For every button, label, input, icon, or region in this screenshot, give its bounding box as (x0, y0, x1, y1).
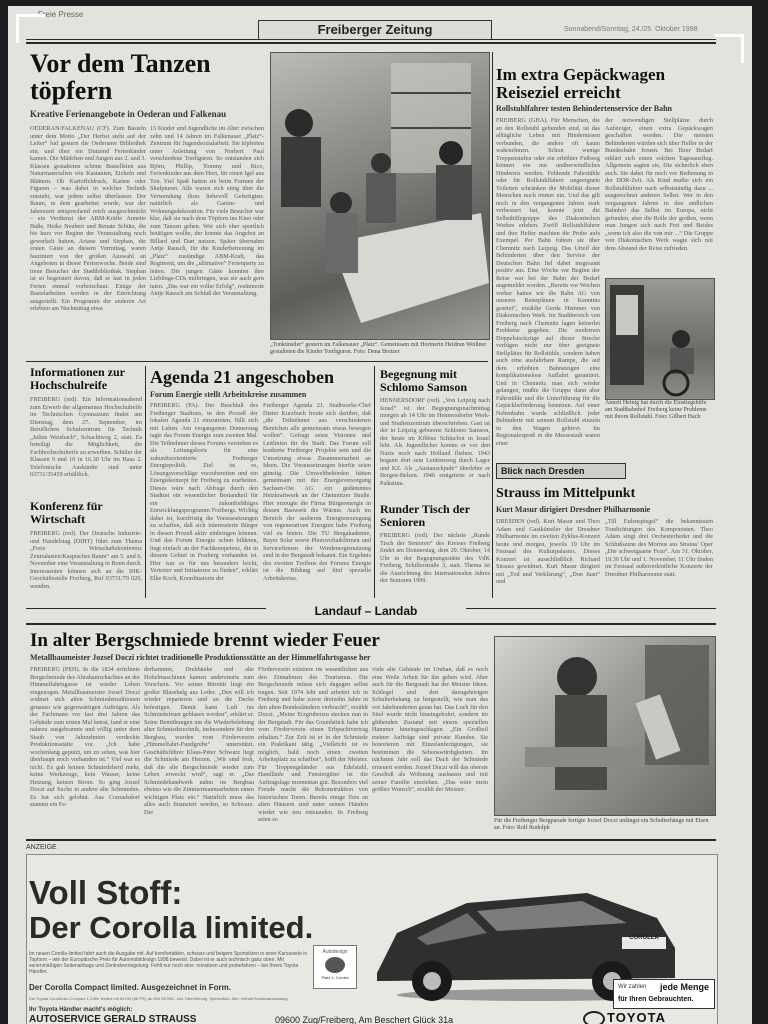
blacksmith-photo-illustration (495, 637, 715, 815)
masthead-left: Freie Presse (38, 10, 84, 19)
masthead-title: Freiberger Zeitung (258, 20, 492, 40)
toyota-brand: TOYOTA (607, 1010, 666, 1024)
article-vor-dem-tanzen-col2: 15 Kinder und Jugendliche im Alter zwischen zehn und 14 Jahren im Falkenauer „Platz“-Zentrum für Jugendsozialarbeit. Sie töpferten unter Anleitung von Norbert Paul verschiedene Tonfiguren. So entstanden sich Björn, Phillip, Tommy und Rico, Ferienkinder aus dem Hort, für einen Igel aus Ton. Viel Spaß hatten sie beim Formen der Skulpturen. Alle waren sich einig über die Verwendung ihres liebevoll Gefertigten: natürlich als Garten- und Wohnungsdekoration. Für viele Besucher war klar, daß sie nach dem Töpfern ins Kino oder zum Tanzen gehen. Wer sich eher sportlich betätigen wollte, der konnte das Angebot an Billard und Dart nutzen. Später übernahm Antje Rausch, für die Kinderbetreuung im „Platz“ zuständige ABM-Kraft, das Regiment, um die „ultimative“ Ferienparty zu leiten. Die jungen Gäste konnten ihre Lieblings-CDs mitbringen, was sie auch gern taten. „Das war ein voller Erfolg“, resümierte Antje Rausch am Schluß der Veranstaltung. (150, 125, 264, 297)
article-samson-text: HENNERSDORF (red). „Von Leipzig nach Israel“ ist der Begegnungsnachmittag morgen ab 14 Uhr im Hennersdorfer Werk- und Studienzentrum überschrieben. Gast ist der in Leipzig geborene Schlomo Samson, der heute im Kibbuz Schluchot in Israel lebt. Als Jugendlicher konnte er vor den Nazis noch nach Holland fliehen. 1943 begann dort sein Leidensweg durch Lager und KZ. Als „Austauschjude“ überlebte er Bergen-Belsen. 1946 emigrierte er nach Palästina. (380, 397, 490, 487)
article-strauss-subhead: Kurt Masur dirigiert Dresdner Philharmonie (496, 505, 651, 514)
ad-label: ANZEIGE (26, 844, 57, 851)
wheelchair-train-photo-illustration (606, 279, 714, 399)
award-badge-top-text: Autodesign (322, 949, 348, 955)
article-bergschmiede-col4: viele alte Gebäude im Umbau, daß es noch eine Weile Arbeit für ihn geben wird. Aber auch für die Bergstadt hat der Meister Ideen. Schlegel und den dazugehörigen Schulterbehang zu bergestellt, wie man das vor Jahrhunderten getan hat. Das Loch für den Stiel wurde nicht hineingebohrt, sondern im glühenden Zustand mit einem speziellen Hammer hineingeschlagen. „Ein Großteil meiner Aufträge sind private Kunden. Sie honorieren mit Einzelanfertigungen, sie bestimmen die Sehenswürdigkeiten. Im nächsten Jahr soll das Dach der Schmiede erneuert werden. Jozsef Doczi will das oberste Geschoß als Wohnung ausbauen und mit seiner Familie einziehen. „Das wäre mein größter Wunsch“, erzählt der Meister. (372, 666, 488, 793)
article-samson-headline: Begegnung mit Schlomo Samson (380, 367, 468, 394)
article-strauss-col2: „Till Eulenspiegel“ die bekanntesten Tondichtungen des Komponisten. Theo Adam singt drei Orchesterlieder und die Schlußszene des Mornus aus Strauss' Oper „Die schweigsame Frau“. Am 31. Oktober, 19.30 Uhr und 1. November, 11 Uhr finden im Festsaal außerordentliche Konzerte der Dresdner Philharmonie statt. (605, 518, 713, 578)
article-bergschmiede-headline: In alter Bergschmiede brennt wieder Feuer (30, 630, 380, 651)
article-agenda21-col1: FREIBERG (PA). Der Beschluß des Freiberger Stadtrats, in den Prozeß der lokalen Agenda 21 einzutreten, füllt sich mit Leben. Am vergangenen Donnerstag tagte das Forum Energie zum zweiten Mal. Die Teilnehmer dieses Forums verstehen es als Leitungskreis für eine zukunftsorientierte Freiberger Energiepolitik. Ziel ist es, Lösungsvorschläge vorzubereiten und ein Energiekonzept für Freiberg zu erarbeiten. Dieses wäre nach Abfrage durch den Stadtrat ein wesentlicher Bestandteil für ein zukunftsfähiges Entwicklungsprogramm Freibergs. Wichtig dabei ist, kurzfristig die Voraussetzungen zu schaffen, daß sich interessierte Bürger in diesen Prozeß aktiv einbringen können. Und das Forum Energie schon bildeten, liegt einfach an der Fachkompetenz, die in diesem Gebiet in Freiberg vorhanden ist. Hier war es für uns besonders leicht, Vertreter und Initiatoren zu finden“, erklärt Elke Koch, Koordinatorin der (150, 402, 258, 582)
article-vor-dem-tanzen-subhead: Kreative Ferienangebote in Oederan und Falkenau (30, 109, 227, 119)
article-agenda21-headline: Agenda 21 angeschoben (150, 367, 335, 387)
article-gepaeckwagen-col1: FREIBERG (GHA). Für Menschen, die an den Rollstuhl gebunden sind, ist das alltägliche Leben mit Hindernissen verbunden, die andere oft kaum wahrnehmen. Schon wenige Treppenstufen oder ein erhöhter Fußweg können ein nur unüberwindliches Hindernis werden. Fehlende Fahrstühle oder für Rollstuhlfahrer ungeeignete Toiletten schränken die Mobilität dieser Menschen noch immer ein. Und das gilt noch in den vergangenen Jahren stark verbessert hat, konnte jetzt die Selbsthilfegruppe des Diakonischen Werkes erleben. Zwölf Rollstuhlfahrer und ihre Helfer machten die Probe aufs Exempel. Per Bahn fuhren sie über Chemnitz nach Leipzig. Das Urteil der Behinderten über den Service der Deutschen Bahn fiel dabei insgesamt positiv aus. Eine Woche vor Beginn der Reise war bei der Bahn der Bedarf angemeldet worden. „Bereits vor Wochen vorher hatten wir die Bahn AG von unseren Reiseplänen in Kenntnis gesetzt“, erzählte Gerda Hemmer von Diakonischen Werk. Im Stadtbereich von Freiberg nach Chemnitz lagen keinerlei Probleme gegeben. Die modernen Doppelstockzüge auf dieser Strecke verfügen nicht nur über geeignete Stellplätze für Rollstühle, sondern haben auch eine ausfahrbare Rampe, die auf dem erhöhten Bahnsteigen eine komplikationslose Auffahrt garantiert. Und in Chemnitz man sich wieder gelangen, mußte die Gruppe dann aber Fahrstühle und die Unterführung für die Gepäckbeförderung benutzen. Auf einer Nebenbahn wurde schließlich jeder Behinderte mit seinem Rollstuhl einzeln in den Wagen gehievt. Im Regionalexpreß in die Messestadt waren einer (496, 117, 600, 447)
brief-konferenz-headline: Konferenz für Wirtschaft (30, 499, 103, 526)
newspaper-page (8, 6, 752, 1024)
dealer-address: 09600 Zug/Freiberg, Am Beschert Glück 31a (275, 1015, 454, 1024)
article-runder-tisch-text: FREIBERG (red). Der nächste „Runde Tisch der Senioren“ des Kreises Freiberg findet am Donnerstag, dem 29. Oktober, 14 Uhr in der Begegnungsstätte des VdK Freiberg, Schillerstraße 3, statt. Thema ist die Ausrichtung des Internationalen Jahres der Senioren 1999. (380, 532, 490, 584)
used-car-line2: jede Menge (660, 982, 710, 992)
article-agenda21-subhead: Forum Energie stellt Arbeitskreise zusammen (150, 390, 307, 399)
photo-wheelchair-train (605, 278, 715, 400)
article-gepaeckwagen-col2: der notwendigen Stellplätze durch Aufsteiger, einen extra Gepäckwagen geschaffen worden. Die meisten Behinderten würden sich über Helfer in der Bundesbahn freuen. Bei Ihrer Bedarf erklärt sich einen solchen Tagesausflug. Allgemein sagten sie, Die sicherlich eben auch. Sie dabei für noch vor Bedienung in der DDR-Zeit. Als Kind mußte sich ein Rollstuhlfahrer nach selbstständig dazu ... ausgerechnet anderen Selbst. Wer in den vergangenen Jahren in den endlichen Bahnhof das Selbst im Europa, nicht gefunden, aber die Rolle der großen, wenn man Jungen sich nach Frei und Beides „wenn ich also die von mir ...“ Die Gruppe von Diakonischen Werk wagte sich mit dem Abstand der Reise zufrieden. (605, 117, 713, 252)
ad-body-text: Im neuen Corolla limited fahrt auch die Ausgabe mit. Auf komfortablen, schwarz und beigem Sportsitzen in einer Karosserie in Topform – wie der Europäische Preis für Automobildesign 1998 beweist. Dabei ist er auch technisch ganz oben. Mit serienmäßigen Seitenairbags und Zentralverriegelung. Fehlt nur noch eins: reinsitzen und probefahren – bei Ihrem Toyota Händler. (29, 951, 308, 975)
article-strauss-headline: Strauss im Mittelpunkt (496, 486, 636, 501)
frame-corner-top-right (715, 34, 744, 63)
photo-children-pottery-caption: „Tonkünstler“ gestern im Falkenauer „Platz“. Gemeinsam mit Hortnerin Heidrun Weißner gestalteten die Kinder Tonfiguren. Foto: Dena Bretzer (270, 342, 487, 355)
article-bergschmiede-subhead: Metallbaumeister Jozsef Doczi richtet traditionelle Produktionsstätte an der Himmelfahrtsgasse her (30, 653, 371, 662)
dealer-intro: Ihr Toyota Händler macht's möglich: (29, 1007, 133, 1013)
ad-headline-line1: Voll Stoff: (29, 874, 183, 911)
brief-hochschulreife-headline: Informationen zur Hochschulreife (30, 365, 125, 392)
frame-corner-top-left (16, 14, 45, 43)
children-pottery-photo-illustration (271, 53, 489, 339)
laurel-icon (325, 957, 345, 973)
photo-children-pottery (270, 52, 490, 340)
photo-blacksmith-caption: Für die Freiberger Bergparade fertigte Jozsef Doczi unlängst ein Schulterhänge mit Eisen an. Foto: Rolf Rudolph (494, 818, 709, 831)
article-gepaeckwagen-headline: Im extra Gepäckwagen Reiseziel erreicht (496, 65, 666, 102)
article-bergschmiede-col3: Förderverein existiere im wesentlichen aus den Einnahmen des Tourismus. Die Bergschmiede müsse sich dagegen selbst tragen. Seit 1974 lebt und arbeitet ich in Freiberg und habe zuvor dreizehn Jahre in den alten Bundesländern verbracht“, erzählt Doczi. „Meine Erzgrubenzu stecken nun in der Bergstadt. Für das Grundstück habe ich vom Förderverein einen Erbpachtvertrag erhalten.“ Zur Zeit ist er in der Schmiede ein Praktikant tätig. „Vielleicht ist es möglich, bald noch einen zweiten Arbeitsplatz zu schaffen“, hofft der Meister. Für Treppengeländer aus Edelstahl, Handläufe und Fenstergitter ist die Auftragslage momentan gut. Besonders viel Freude macht die Rekonstruktion von historischen Toren. Bereits einige Tore an alten Häusern sind unter seinen Händen wieder wie neu entstanden. In Freiberg seien so (258, 666, 368, 823)
toyota-logo-icon (583, 1011, 605, 1024)
article-vor-dem-tanzen-headline: Vor dem Tanzen töpfern (30, 49, 211, 106)
article-vor-dem-tanzen-col1: OEDERAN/FALKENAU (CF). Zum Basteln unter dem Motto „Der Herbst steht auf der Leiter“ lud gestern die Oederaner Bibliothek ein, und über ein Dutzend Ferienkinder kamen. Die Mädchen und Jungen aus 2. und 3. Klassen gestalteten schöne Bastelleien aus Naturmaterialien wie Kastanien, Eicheln und Blättern. Ob Kartoffeldruck, Karten oder Figuren – was dabei in welcher Technik entsteht, war jedem selbst überlassen. Der Raum, in dem gearbeitet wurde, war der Jahreszeit entsprechend reich ausgeschmückt – ein Verdienst der ABM-Kräfte Annette Buße, Heike Neubert und Renate Schütz, die bis kurz vor Beginn der Veranstaltung noch gewerkelt hatten. Ariane und Stephan, die ersten Gäste an diesem Vormittag, waren fasziniert von der großen Auswahl an Angeboten in dieser Ferienwoche. Beide sind treue Besucher der Stadtbibliothek. Stephan ist so begeistert davon, daß er fast in jeden Ferien einmal vorbeischaut. Einige der Bastelarbeiten werden in der Einrichtung ausgestellt. Ein Programm der anderen Art erlebten am Nachmittag etwa (30, 125, 146, 312)
used-car-line3: für Ihren Gebrauchten. (618, 996, 694, 1003)
car-license-plate: COROLLA (629, 935, 659, 941)
photo-wheelchair-caption: Annett Heinig hat durch die Einstiegshilfe am Stadtbahnhof Freiberg keine Probleme mit ihrem Rollstuhl. Foto: Gilbert Hach (605, 400, 707, 420)
used-car-box (613, 979, 715, 1009)
article-agenda21-col2: Freiberger Agenda 21. Stadtwerke-Chef Dieter Kurzbuch freute sich darüber, daß „die Teilnehmer aus verschiedenen Bereichen alle gemeinsam etwas bewegen wollen“. Gefragt seien Visionen und Leitlinien für die Stadt. Das Forum soll konkrete Freiberger Projekte sein und die Umsetzung etwas Zusammenarbeit an Ideen. Die Voraussetzungen hierfür seien günstig. Die Umweltbehörden hätten gemeinsam mit der Energieversorgung Sachsen-Ost AG ein gedämmtes Heizkraftwerk an der Chemnitzer Straße. Hier erzeugte die Firma Bürgerenergie in dessen Bauwerk die Wärme. Auch im Bereich der sauberen Energieerzeugung von regenerativen Energien habe Freiberg viel zu bieten. Die TU Bergakademie, Bayer Solar sowie Photovoltaikfirmen und Servicefirmen der Windenergienutzung sind in der Bergstadt bekannt. Ein Ergebnis des zweiten Treffens des Forums Energie ist die Bildung auf fünf spezielle Arbeitskreise. (263, 402, 371, 582)
photo-blacksmith (494, 636, 716, 816)
ad-tagline: Der Corolla Compact limited. Ausgezeichnet in Form. (29, 983, 231, 992)
design-award-badge (313, 945, 357, 989)
ad-corolla (26, 854, 718, 1024)
ad-headline-line2: Der Corolla limited. (29, 910, 314, 945)
section-landauf-landab: Landauf – Landab (266, 602, 466, 620)
article-runder-tisch-headline: Runder Tisch der Senioren (380, 502, 470, 529)
article-gepaeckwagen-subhead: Rollstuhlfahrer testen Behindertenservice der Bahn (496, 104, 672, 113)
ad-fineprint: Der Toyota Corolla als Compact 1,3 liter limited mit 63 kW (86 PS), ab DM 28.990,- inkl. Überführung. Symbolfoto, Abb. enthält Sonderausstattung. (29, 996, 289, 1001)
used-car-line1: Wir zahlen (618, 984, 647, 990)
section-blick-nach-dresden: Blick nach Dresden (496, 463, 626, 479)
masthead-date: Sonnabend/Sonntag, 24./25. Oktober 1998 (564, 26, 698, 33)
article-bergschmiede-col1: FREIBERG (PEH). In die 1834 errichtete Bergschmiede des Abrahamschachtes an der Himmelfahrtsgasse ist wieder Leben eingezogen. Metallbaumeister Jozsef Doczi widmet sich alten Schmiedetraditionen genauso wie gegenwärtigen Aufträgen. Als der Fachmann vor fast drei Jahren das Gebäude zum ersten Mal betrat, fand er eine nahezu ausgebrannte und völlig unter dem Staub von Jahrzehnten verdeckte Produktionsstätte vor. „Ich habe wochenlang geputzt, um zu sehen, was hier überhaupt noch vorhanden ist.“ Viel war es nicht. Es gab keinen Schmiedeherd mehr, keine Werkzeuge, kein Wasser, keine Heizung, keinen Strom. So ging Jozsef Doczi auf Suche in andere alte Schmieden. Es hat sich gelohnt. Aus Conradsdorf stammt ein Fe- (30, 666, 140, 808)
brief-hochschulreife-text: FREIBERG (red). Ein Informationsabend zum Erwerb der allgemeinen Hochschulreife im Technischen Gymnasium findet am Dienstag, dem 27. September, im Beruflichen Schulzentrum für Technik „Julius Weisbach“, Schachtweg 2, statt. Es beteiligt die Möglichkeit, die Fachhochschulreife zu erwerben. Schüler der Klassen 9 und 10 in 16.30 Uhr im Haus 2. Telefonische Auskünfte sind unter 03731/35459 erhältlich. (30, 396, 142, 478)
brief-konferenz-text: FREIBERG (red). Der Deutsche Industrie- und Handelstag (DIHT) führt zum Thema „Freie Wirtschaftskonferenz Zentralasien/Kaspisches Raum“ am 5. und 6. November eine Veranstaltung in Bonn durch. Interessenten können sich an die IHK-Geschäftsstelle Freiberg, Ruf 03731/79 020, wenden. (30, 530, 142, 590)
award-badge-bottom-text: Platz 1: Corolla (321, 975, 349, 980)
article-bergschmiede-col2: derhammer, Drehbänke und alte Hobelmaschinen kamen anderenorts zum Vorschein. Vor seiner Bürotür liegt ein großer Blasebalg aus Leder. „Den will ich wieder reparieren und an die Decke befestigen. Damit kann Luft ins Schmiedefeuer geblasen werden“, erklärt er. Seine Bemühungen um die Wiederbelebung alter Schmiedetechnik, insbesondere für den Bergbau, wurden vom Förderverein „Himmelfahrt-Fundgrube“ unterstützt. Geschäftsführer Klaus-Peter Schwarz liegt die Schmiede am Herzen. „Wir sind froh, daß die alte Bergschmiede wieder zum Leben erweckt wird“, sagt er. „Das Schmiedehandwerk nahm im Bergbau ebenso wie die Zimmermannsarbeiten einen wichtigen Platz ein.“ Natürlich muss das alles auch finanziert werden, so Schwarz. Der (144, 666, 254, 816)
article-strauss-col1: DRESDEN (red). Kurt Masur und Theo Adam und Gastkünstler der Dresdner Philharmonie im zweiten Zyklus-Konzert heute und morgen, jeweils 19 Uhr im Festsaal des Kulturpalastes. Dieses Konzert ist ausschließlich Richard Strauss gewidmet. Kurt Masur dirigiert mit „Tod und Verklärung“, „Don Juan“ und (496, 518, 600, 585)
dealer-name: AUTOSERVICE GERALD STRAUSS (29, 1014, 197, 1024)
